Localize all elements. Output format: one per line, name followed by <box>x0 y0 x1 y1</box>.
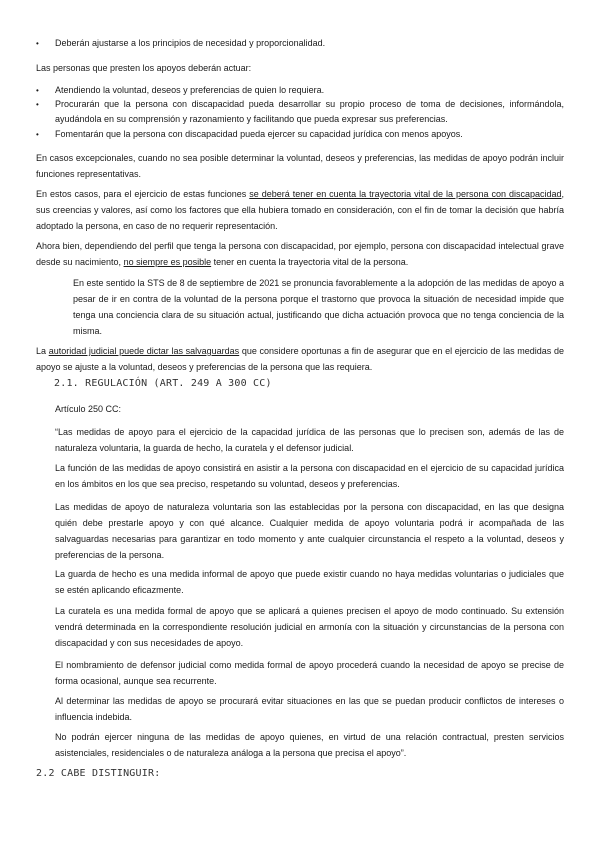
list-item-text: Procurarán que la persona con discapacidad pueda desarrollar su propio proceso de toma de decisiones, informándola, ayudándola en su comprensión y razonamiento y facilitando que pueda expresar sus preferencias. <box>55 99 564 124</box>
paragraph-estos-casos: En estos casos, para el ejercicio de estas funciones se deberá tener en cuenta la trayectoria vital de la persona con discapacidad, sus creencias y valores, así como los factores que ella hubiera tomado en consideración, con el fin de tomar la decisión que habría adoptado la persona, en caso de no requerir representación. <box>36 189 564 231</box>
bullet-icon: • <box>36 86 39 95</box>
section-heading: 2.1. REGULACIÓN (ART. 249 A 300 CC) <box>54 378 272 389</box>
bullet-icon: • <box>36 100 39 109</box>
paragraph-ahora-bien: Ahora bien, dependiendo del perfil que tenga la persona con discapacidad, por ejemplo, persona con discapacidad intelectual grave desde su nacimiento, no siempre es posible tener en cuenta la trayectoria vital de la persona. <box>36 241 564 267</box>
bullet-icon: • <box>36 130 39 139</box>
list-item-text: Fomentarán que la persona con discapacidad pueda ejercer su capacidad jurídica con menos apoyos. <box>55 129 463 139</box>
paragraph-sts: En este sentido la STS de 8 de septiembre de 2021 se pronuncia favorablemente a la adopción de las medidas de apoyo a pesar de ir en contra de la voluntad de la persona porque el trastorno que provoca la situación de necesidad impide que tenga una conciencia clara de su situación actual, justificando que dicha actuación provoca que no tenga conciencia de la misma. <box>73 278 564 336</box>
article-paragraph: “Las medidas de apoyo para el ejercicio de la capacidad jurídica de las personas que lo precisen son, además de las de naturaleza voluntaria, la guarda de hecho, la curatela y el defensor judicial. <box>55 427 564 453</box>
paragraph-autoridad: La autoridad judicial puede dictar las salvaguardas que considere oportunas a fin de asegurar que en el ejercicio de las medidas de apoyo se ajuste a la voluntad, deseos y preferencias de la persona que las requiera. <box>36 346 564 372</box>
underlined-phrase: autoridad judicial puede dictar las salvaguardas <box>48 346 240 356</box>
article-paragraph: La función de las medidas de apoyo consistirá en asistir a la persona con discapacidad en el ejercicio de su capacidad jurídica en los ámbitos en los que sea preciso, respetando su voluntad, deseos y preferencias. <box>55 463 564 489</box>
article-paragraph: Las medidas de apoyo de naturaleza voluntaria son las establecidas por la persona con discapacidad, en las que designa quién debe prestarle apoyo y con qué alcance. Cualquier medida de apoyo voluntaria podrá ir acompañada de las salvaguardas necesarias para garantizar en todo momento y ante cualquier circunstancia el respeto a la voluntad, deseos y preferencias de la persona. <box>55 502 564 560</box>
article-paragraph: Al determinar las medidas de apoyo se procurará evitar situaciones en las que se puedan producir conflictos de intereses o influencia indebida. <box>55 696 564 722</box>
article-label: Artículo 250 CC: <box>55 404 122 414</box>
article-paragraph: La curatela es una medida formal de apoyo que se aplicará a quienes precisen el apoyo de modo continuado. Su extensión vendrá determinada en la correspondiente resolución judicial en armonía con la situación y circunstancias de la persona con discapacidad y con sus necesidades de apoyo. <box>55 606 564 648</box>
list-item <box>36 97 564 127</box>
bullet-icon: • <box>36 39 39 48</box>
list-item <box>36 127 564 142</box>
paragraph-excepcionales: En casos excepcionales, cuando no sea posible determinar la voluntad, deseos y preferencias, las medidas de apoyo podrán incluir funciones representativas. <box>36 153 564 179</box>
list-item-text: Deberán ajustarse a los principios de necesidad y proporcionalidad. <box>55 38 326 48</box>
article-paragraph: La guarda de hecho es una medida informal de apoyo que puede existir cuando no haya medidas voluntarias o judiciales que se estén aplicando eficazmente. <box>55 569 564 595</box>
article-paragraph: El nombramiento de defensor judicial como medida formal de apoyo procederá cuando la necesidad de apoyo se precise de forma ocasional, aunque sea recurrente. <box>55 660 564 686</box>
underlined-phrase: se deberá tener en cuenta la trayectoria vital de la persona con discapacidad <box>249 189 562 199</box>
underlined-phrase: no siempre es posible <box>123 257 212 267</box>
article-paragraph: No podrán ejercer ninguna de las medidas de apoyo quienes, en virtud de una relación contractual, presten servicios asistenciales, residenciales o de naturaleza análoga a la persona que precisa el apoyo”. <box>55 732 564 758</box>
list-item <box>36 83 564 98</box>
section-heading: 2.2 CABE DISTINGUIR: <box>36 768 161 779</box>
list-item <box>36 36 564 51</box>
list-item-text: Atendiendo la voluntad, deseos y preferencias de quien lo requiera. <box>55 85 325 95</box>
paragraph-intro: Las personas que presten los apoyos deberán actuar: <box>36 63 252 73</box>
